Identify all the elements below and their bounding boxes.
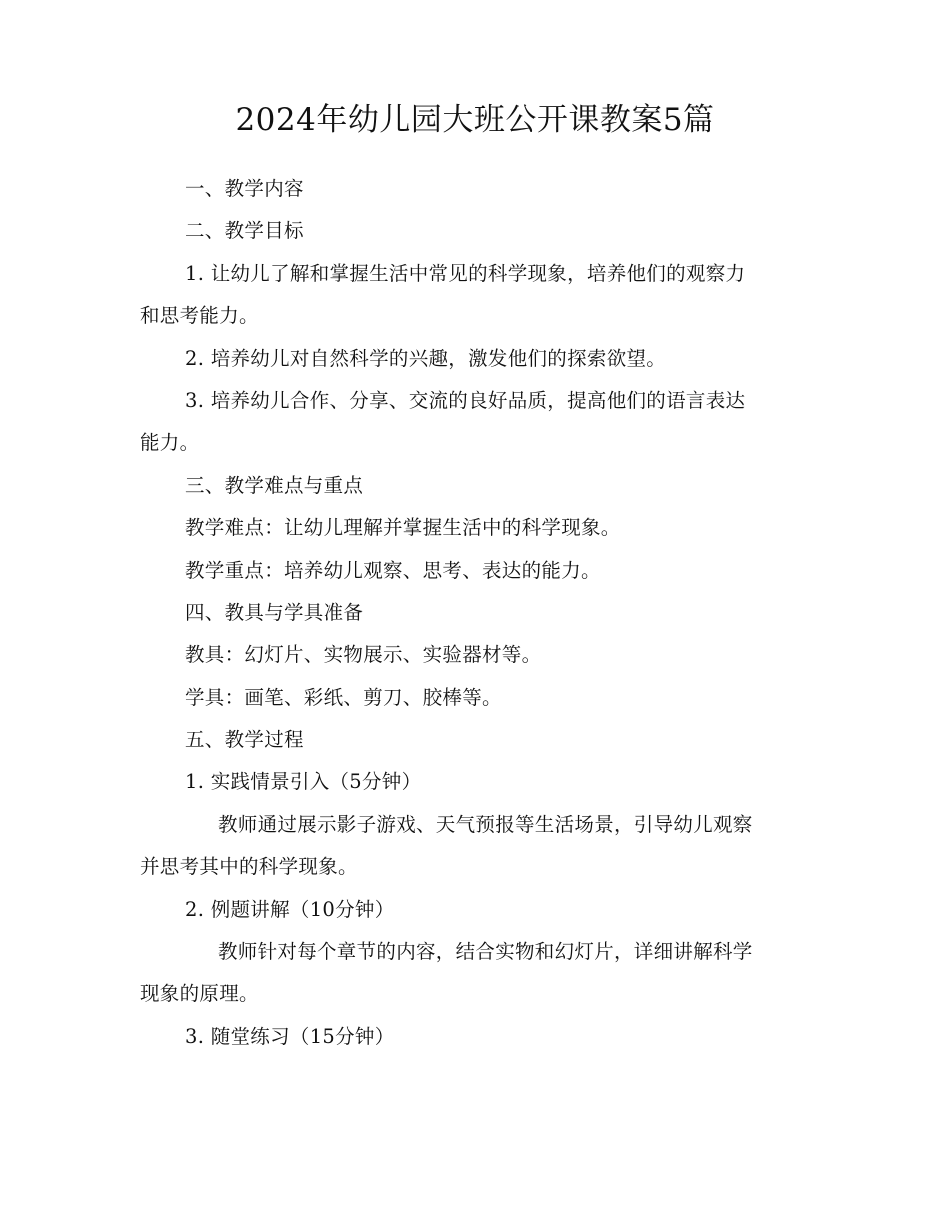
paragraph-line: 一、教学内容 bbox=[185, 177, 304, 200]
document-title: 2024年幼儿园大班公开课教案5篇 bbox=[235, 102, 715, 138]
paragraph-line: 3. 培养幼儿合作、分享、交流的良好品质，提高他们的语言表达 bbox=[185, 388, 746, 412]
document-body bbox=[140, 168, 805, 1058]
paragraph-line: 3. 随堂练习（15分钟） bbox=[185, 1024, 395, 1048]
paragraph-line: 教具：幻灯片、实物展示、实验器材等。 bbox=[185, 643, 542, 667]
paragraph-line: 教师针对每个章节的内容，结合实物和幻灯片，详细讲解科学 bbox=[218, 940, 753, 964]
paragraph-line: 1. 让幼儿了解和掌握生活中常见的科学现象，培养他们的观察力 bbox=[185, 261, 746, 285]
paragraph-line: 并思考其中的科学现象。 bbox=[140, 855, 358, 879]
paragraph-line: 2. 例题讲解（10分钟） bbox=[185, 897, 395, 921]
paragraph-line: 五、教学过程 bbox=[185, 728, 304, 752]
paragraph-line: 四、教具与学具准备 bbox=[185, 600, 364, 624]
paragraph-line: 和思考能力。 bbox=[140, 304, 259, 328]
paragraph-line: 教学难点：让幼儿理解并掌握生活中的科学现象。 bbox=[185, 516, 621, 540]
paragraph-line: 二、教学目标 bbox=[185, 219, 304, 243]
paragraph-line: 三、教学难点与重点 bbox=[185, 473, 364, 497]
paragraph-line: 现象的原理。 bbox=[140, 982, 259, 1006]
paragraph-line: 教师通过展示影子游戏、天气预报等生活场景，引导幼儿观察 bbox=[218, 812, 753, 836]
paragraph-line: 学具：画笔、彩纸、剪刀、胶棒等。 bbox=[185, 685, 502, 709]
paragraph-line: 2. 培养幼儿对自然科学的兴趣，激发他们的探索欲望。 bbox=[185, 346, 667, 370]
paragraph-line: 能力。 bbox=[140, 431, 200, 455]
paragraph-line: 1. 实践情景引入（5分钟） bbox=[185, 770, 422, 794]
paragraph-line: 教学重点：培养幼儿观察、思考、表达的能力。 bbox=[185, 558, 601, 582]
